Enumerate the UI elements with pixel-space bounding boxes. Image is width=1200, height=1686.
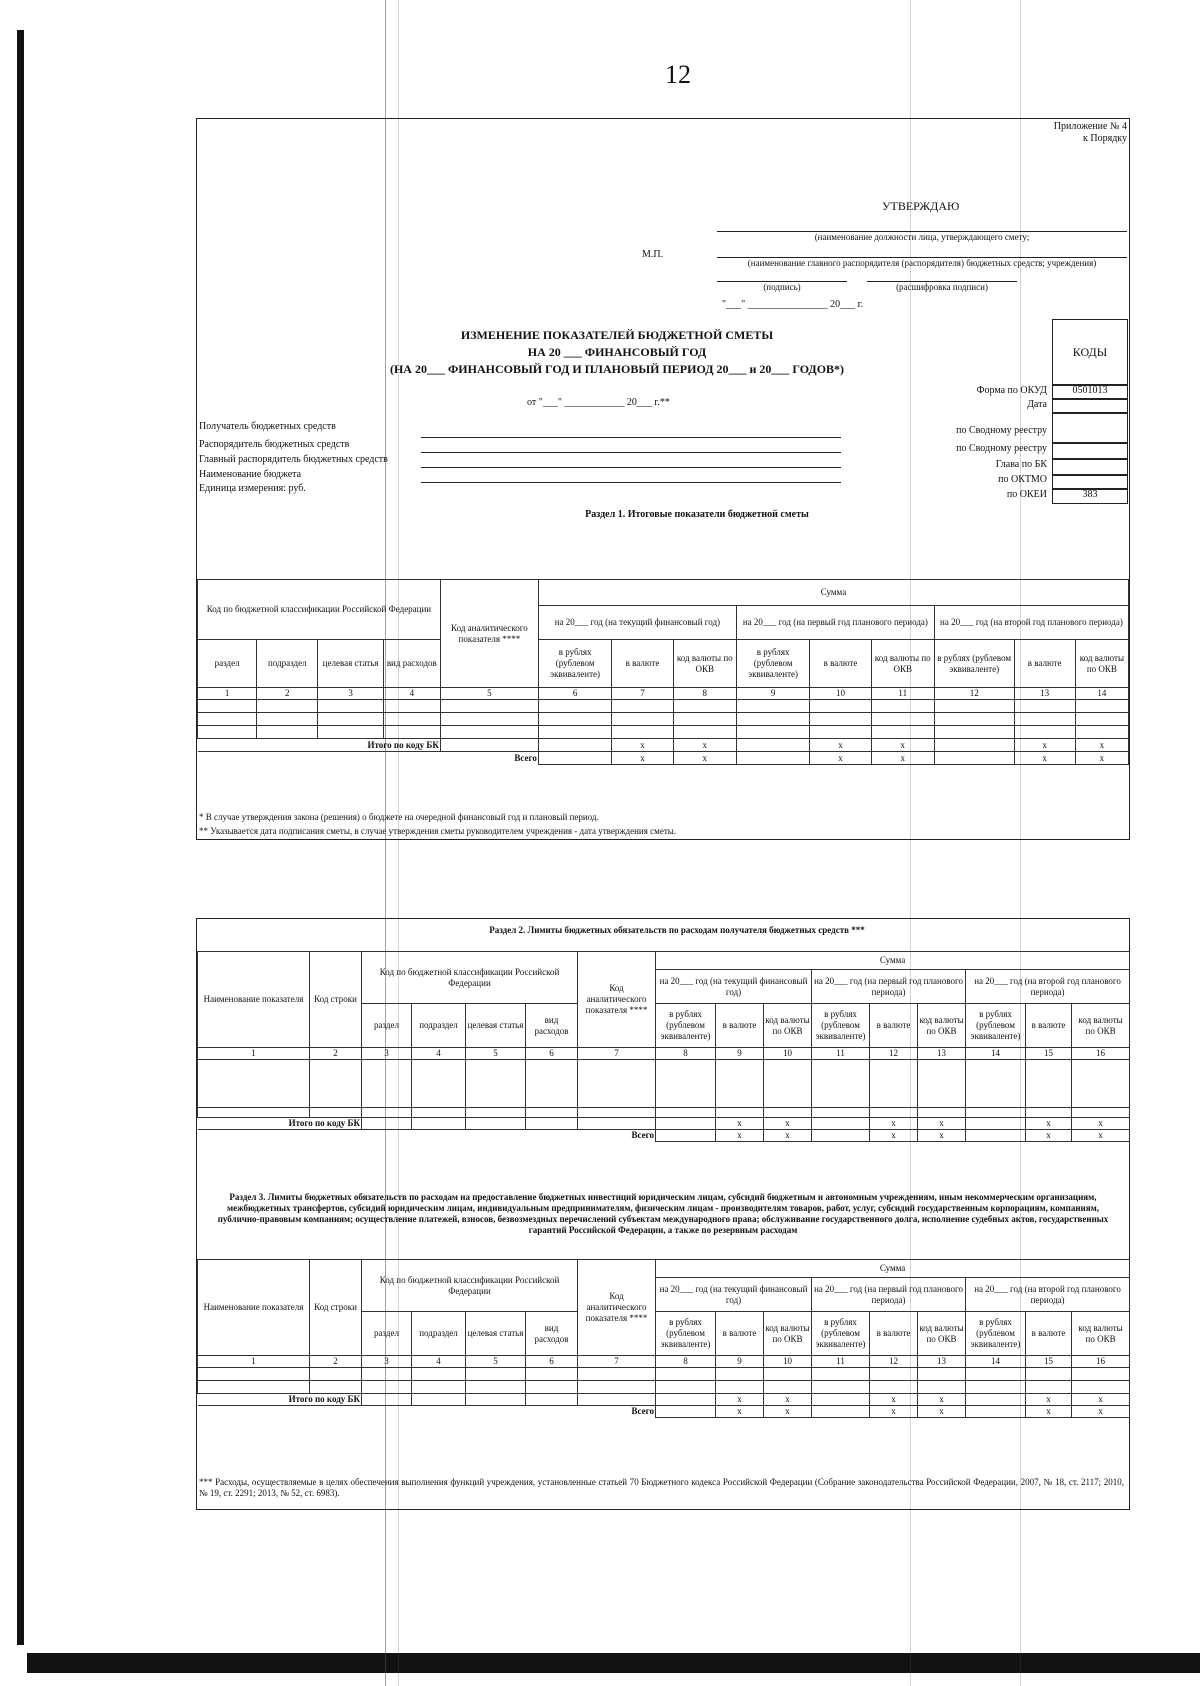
x-mark: x — [1075, 752, 1128, 765]
col-header: Код по бюджетной классификации Российской Федерации — [362, 952, 578, 1004]
registry-label: по Сводному реестру — [956, 425, 1047, 436]
stamp-label: М.П. — [642, 249, 664, 260]
col-header: на 20___ год (на первый год планового периода) — [812, 970, 966, 1004]
col-number: 7 — [578, 1356, 656, 1368]
col-number: 13 — [1014, 688, 1075, 700]
col-number: 8 — [656, 1048, 716, 1060]
x-mark: x — [810, 752, 871, 765]
col-header: на 20___ год (на второй год планового периода) — [934, 606, 1128, 640]
scan-border-bottom — [27, 1653, 1200, 1673]
date-label: Дата — [1027, 399, 1047, 410]
col-number: 1 — [198, 1048, 310, 1060]
form-page-2 — [196, 918, 1130, 1510]
total-bk-label: Итого по коду БК — [198, 739, 441, 752]
x-mark: x — [716, 1406, 764, 1418]
approval-position-hint: (наименование должности лица, утверждающего смету; — [717, 231, 1127, 243]
col-header: в валюте — [870, 1312, 918, 1356]
requisite-label: Главный распорядитель бюджетных средств — [199, 454, 388, 465]
col-header: в валюте — [716, 1312, 764, 1356]
col-number: 8 — [656, 1356, 716, 1368]
col-header: подраздел — [412, 1004, 466, 1048]
col-number: 6 — [526, 1356, 578, 1368]
okud-code: 0501013 — [1052, 384, 1128, 400]
section1-table — [197, 579, 1129, 765]
okei-label: по ОКЕИ — [1006, 489, 1047, 500]
x-mark: x — [1026, 1118, 1072, 1130]
col-number: 16 — [1072, 1356, 1130, 1368]
fill-line — [421, 467, 841, 468]
col-header: в рублях (рублевом эквиваленте) — [966, 1312, 1026, 1356]
x-mark: x — [810, 739, 871, 752]
col-header: код валюты по ОКВ — [871, 640, 934, 688]
col-header: Сумма — [538, 580, 1128, 606]
x-mark: x — [764, 1394, 812, 1406]
fill-line — [421, 482, 841, 483]
total-label: Всего — [198, 752, 539, 765]
x-mark: x — [1014, 739, 1075, 752]
col-header: в валюте — [870, 1004, 918, 1048]
col-header: вид расходов — [383, 640, 440, 688]
col-number: 2 — [257, 688, 318, 700]
x-mark: x — [716, 1130, 764, 1142]
table-row — [198, 726, 1129, 739]
appendix-line: к Порядку — [1083, 133, 1127, 144]
total-bk-row — [198, 1118, 1130, 1130]
form-date: от "___" ____________ 20___ г.** — [527, 397, 670, 408]
x-mark: x — [1072, 1406, 1130, 1418]
col-number: 12 — [870, 1048, 918, 1060]
col-header: Наименование показателя — [198, 952, 310, 1048]
col-number: 2 — [310, 1356, 362, 1368]
col-number: 14 — [966, 1048, 1026, 1060]
x-mark: x — [918, 1406, 966, 1418]
requisite-label: Единица измерения: руб. — [199, 483, 306, 494]
col-header: Код аналитического показателя **** — [578, 952, 656, 1048]
bk-label: Глава по БК — [995, 459, 1047, 470]
col-header: код валюты по ОКВ — [764, 1312, 812, 1356]
col-header: Сумма — [656, 1260, 1130, 1278]
col-number: 9 — [716, 1356, 764, 1368]
fill-line — [421, 452, 841, 453]
col-header: вид расходов — [526, 1004, 578, 1048]
col-header: на 20___ год (на первый год планового периода) — [736, 606, 934, 640]
table-row — [198, 700, 1129, 713]
col-header: Наименование показателя — [198, 1260, 310, 1356]
section2-title: Раздел 2. Лимиты бюджетных обязательств по расходам получателя бюджетных средств *** — [489, 925, 865, 935]
col-number: 15 — [1026, 1048, 1072, 1060]
total-label: Всего — [198, 1406, 656, 1418]
approval-date: "___" ________________ 20___ г. — [722, 299, 864, 310]
col-header: на 20___ год (на второй год планового периода) — [966, 970, 1130, 1004]
col-number: 4 — [412, 1048, 466, 1060]
x-mark: x — [716, 1394, 764, 1406]
table-row — [198, 1108, 1130, 1118]
col-number: 15 — [1026, 1356, 1072, 1368]
okud-label: Форма по ОКУД — [976, 385, 1047, 396]
footnote: ** Указывается дата подписания сметы, в случае утверждения сметы руководителем учреждения - дата утверждения сметы. — [199, 826, 677, 836]
col-header: вид расходов — [526, 1312, 578, 1356]
oktmo-label: по ОКТМО — [998, 474, 1047, 485]
x-mark: x — [918, 1130, 966, 1142]
col-number: 6 — [538, 688, 611, 700]
col-header: в рублях (рублевом эквиваленте) — [812, 1004, 870, 1048]
x-mark: x — [764, 1118, 812, 1130]
col-header: Код строки — [310, 1260, 362, 1356]
col-header: Код аналитического показателя **** — [578, 1260, 656, 1356]
col-header: в рублях (рублевом эквиваленте) — [656, 1004, 716, 1048]
col-header: Код строки — [310, 952, 362, 1048]
col-header: Код по бюджетной классификации Российской Федерации — [198, 580, 441, 640]
col-number: 13 — [918, 1048, 966, 1060]
x-mark: x — [1026, 1130, 1072, 1142]
x-mark: x — [673, 739, 736, 752]
table-row — [198, 713, 1129, 726]
col-header: Код аналитического показателя **** — [440, 580, 538, 688]
col-header: код валюты по ОКВ — [764, 1004, 812, 1048]
x-mark: x — [612, 752, 673, 765]
col-header: код валюты по ОКВ — [1072, 1004, 1130, 1048]
col-number: 3 — [318, 688, 383, 700]
col-number: 12 — [934, 688, 1014, 700]
table-row — [198, 1060, 1130, 1108]
x-mark: x — [870, 1394, 918, 1406]
col-number: 1 — [198, 1356, 310, 1368]
col-header: целевая статья — [466, 1004, 526, 1048]
x-mark: x — [871, 739, 934, 752]
requisite-label: Получатель бюджетных средств — [199, 421, 336, 432]
x-mark: x — [1026, 1394, 1072, 1406]
col-number: 5 — [466, 1048, 526, 1060]
col-number: 1 — [198, 688, 257, 700]
approval-title: УТВЕРЖДАЮ — [882, 199, 960, 213]
col-number: 11 — [871, 688, 934, 700]
col-header: код валюты по ОКВ — [1075, 640, 1128, 688]
x-mark: x — [918, 1394, 966, 1406]
col-header: в рублях (рублевом эквиваленте) — [934, 640, 1014, 688]
col-header: раздел — [362, 1312, 412, 1356]
col-header: в валюте — [612, 640, 673, 688]
table-row — [198, 1381, 1130, 1394]
col-header: на 20___ год (на текущий финансовый год) — [656, 1278, 812, 1312]
col-header: Сумма — [656, 952, 1130, 970]
scan-border-left — [17, 30, 24, 1645]
x-mark: x — [918, 1118, 966, 1130]
title-line: ИЗМЕНЕНИЕ ПОКАЗАТЕЛЕЙ БЮДЖЕТНОЙ СМЕТЫ — [460, 328, 774, 342]
col-header: подраздел — [257, 640, 318, 688]
col-number: 5 — [440, 688, 538, 700]
x-mark: x — [1026, 1406, 1072, 1418]
col-header: в рублях (рублевом эквиваленте) — [736, 640, 809, 688]
table-row — [198, 1368, 1130, 1381]
col-header: в рублях (рублевом эквиваленте) — [812, 1312, 870, 1356]
registry-label: по Сводному реестру — [956, 443, 1047, 454]
col-header: на 20___ год (на второй год планового периода) — [966, 1278, 1130, 1312]
col-number: 9 — [716, 1048, 764, 1060]
x-mark: x — [764, 1406, 812, 1418]
col-header: на 20___ год (на текущий финансовый год) — [656, 970, 812, 1004]
col-number: 14 — [966, 1356, 1026, 1368]
appendix-line: Приложение № 4 — [1053, 121, 1127, 132]
total-bk-row — [198, 1394, 1130, 1406]
total-row — [198, 1130, 1130, 1142]
x-mark: x — [870, 1130, 918, 1142]
col-number: 4 — [412, 1356, 466, 1368]
footnote: * В случае утверждения закона (решения) о бюджете на очередной финансовый год и плановый период. — [199, 812, 599, 822]
total-row — [198, 1406, 1130, 1418]
col-header: код валюты по ОКВ — [918, 1004, 966, 1048]
col-number: 11 — [812, 1048, 870, 1060]
col-header: на 20___ год (на текущий финансовый год) — [538, 606, 736, 640]
col-header: Код по бюджетной классификации Российской Федерации — [362, 1260, 578, 1312]
col-number: 4 — [383, 688, 440, 700]
title-line: НА 20 ___ ФИНАНСОВЫЙ ГОД — [527, 345, 707, 359]
col-number: 16 — [1072, 1048, 1130, 1060]
col-header: раздел — [198, 640, 257, 688]
col-header: на 20___ год (на первый год планового периода) — [812, 1278, 966, 1312]
form-title — [357, 327, 877, 378]
col-number: 2 — [310, 1048, 362, 1060]
x-mark: x — [1072, 1118, 1130, 1130]
col-header: раздел — [362, 1004, 412, 1048]
x-mark: x — [612, 739, 673, 752]
col-header: код валюты по ОКВ — [673, 640, 736, 688]
col-number: 5 — [466, 1356, 526, 1368]
decode-hint: (расшифровка подписи) — [867, 281, 1017, 293]
col-header: код валюты по ОКВ — [918, 1312, 966, 1356]
col-number: 14 — [1075, 688, 1128, 700]
x-mark: x — [1072, 1394, 1130, 1406]
col-number: 6 — [526, 1048, 578, 1060]
appendix-label — [1007, 121, 1127, 145]
form-page-1 — [196, 118, 1130, 840]
col-number: 10 — [764, 1048, 812, 1060]
col-header: в рублях (рублевом эквиваленте) — [966, 1004, 1026, 1048]
section2-table — [197, 951, 1130, 1142]
col-number: 7 — [578, 1048, 656, 1060]
registry-code — [1052, 412, 1128, 444]
page-number: 12 — [665, 60, 691, 89]
x-mark: x — [1072, 1130, 1130, 1142]
col-header: целевая статья — [318, 640, 383, 688]
title-line: (НА 20___ ФИНАНСОВЫЙ ГОД И ПЛАНОВЫЙ ПЕРИОД 20___ и 20___ ГОДОВ*) — [389, 362, 845, 376]
signature-hint: (подпись) — [717, 281, 847, 293]
col-number: 8 — [673, 688, 736, 700]
x-mark: x — [1075, 739, 1128, 752]
x-mark: x — [673, 752, 736, 765]
x-mark: x — [1014, 752, 1075, 765]
section1-title: Раздел 1. Итоговые показатели бюджетной сметы — [585, 509, 809, 520]
okei-code: 383 — [1052, 488, 1128, 504]
col-header: в рублях (рублевом эквиваленте) — [538, 640, 611, 688]
col-header: в валюте — [1026, 1004, 1072, 1048]
total-bk-label: Итого по коду БК — [198, 1118, 362, 1130]
col-header: в валюте — [1026, 1312, 1072, 1356]
requisite-label: Наименование бюджета — [199, 469, 302, 480]
x-mark: x — [716, 1118, 764, 1130]
x-mark: x — [871, 752, 934, 765]
section3-title: Раздел 3. Лимиты бюджетных обязательств по расходам на предоставление бюджетных инвестиций юридическим лицам, субсидий бюджетным и автономным учреждениям, иным некоммерческим организациям, межбюджетных трансфертов, субсидий юридическим лицам, индивидуальным предпринимателям, физическим лицам - производителям товаров, работ, услуг, субсидий государственным корпорациям, компаниям, публично-правовым компаниям; осуществление платежей, взносов, безвозмездных перечислений субъектам международного права; обслуживание государственного долга, исполнение судебных актов, государственных гарантий Российской Федерации, а также по резервным расходам — [217, 1192, 1109, 1235]
x-mark: x — [870, 1118, 918, 1130]
col-number: 12 — [870, 1356, 918, 1368]
col-header: целевая статья — [466, 1312, 526, 1356]
col-number: 11 — [812, 1356, 870, 1368]
col-header: подраздел — [412, 1312, 466, 1356]
total-row — [198, 752, 1129, 765]
col-header: в валюте — [1014, 640, 1075, 688]
col-number: 10 — [764, 1356, 812, 1368]
col-number: 3 — [362, 1356, 412, 1368]
footnote: *** Расходы, осуществляемые в целях обеспечения выполнения функций учреждения, установленные статьей 70 Бюджетного кодекса Российской Федерации (Собрание законодательства Российской Федерации, 2007, № 18, ст. 2117; 2010, № 19, ст. 2291; 2013, № 52, ст. 6983). — [199, 1477, 1124, 1498]
col-number: 9 — [736, 688, 809, 700]
total-label: Всего — [198, 1130, 656, 1142]
col-header: в валюте — [810, 640, 871, 688]
approval-org-hint: (наименование главного распорядителя (распорядителя) бюджетных средств; учреждения) — [717, 257, 1127, 269]
codes-header: КОДЫ — [1052, 319, 1128, 386]
total-bk-row — [198, 739, 1129, 752]
total-bk-label: Итого по коду БК — [198, 1394, 362, 1406]
col-number: 3 — [362, 1048, 412, 1060]
x-mark: x — [870, 1406, 918, 1418]
x-mark: x — [764, 1130, 812, 1142]
col-number: 13 — [918, 1356, 966, 1368]
col-number: 7 — [612, 688, 673, 700]
col-number: 10 — [810, 688, 871, 700]
col-header: в валюте — [716, 1004, 764, 1048]
col-header: в рублях (рублевом эквиваленте) — [656, 1312, 716, 1356]
requisite-label: Распорядитель бюджетных средств — [199, 439, 350, 450]
col-header: код валюты по ОКВ — [1072, 1312, 1130, 1356]
fill-line — [421, 437, 841, 438]
section3-table — [197, 1259, 1130, 1418]
